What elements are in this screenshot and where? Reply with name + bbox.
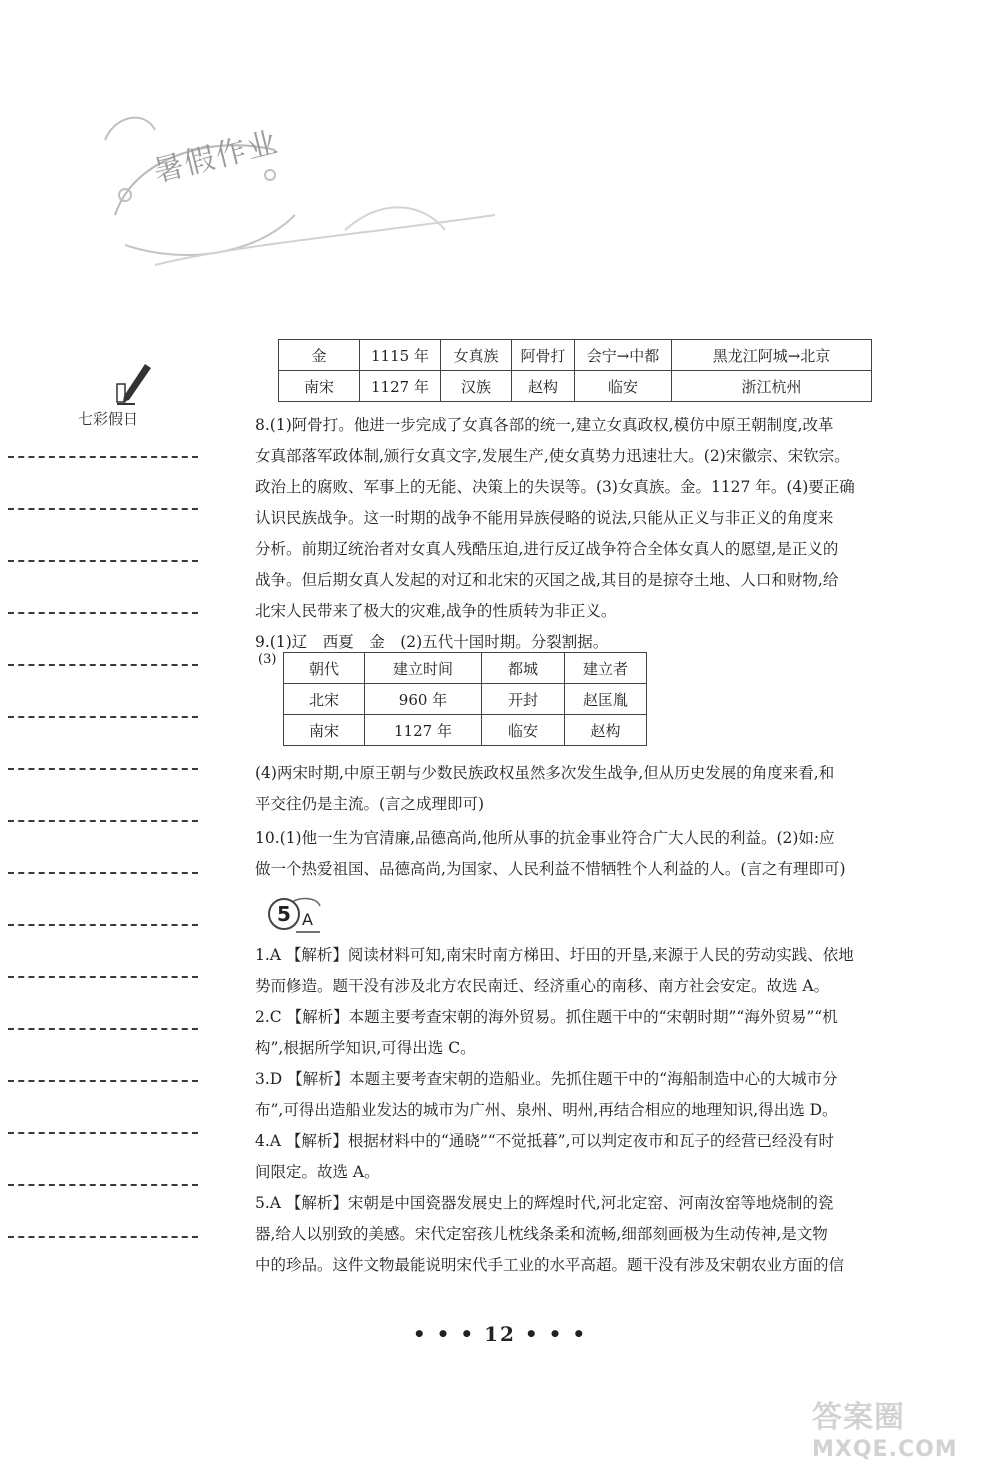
note-line xyxy=(8,612,198,614)
note-line xyxy=(8,1184,198,1186)
table-cell: 临安 xyxy=(575,371,672,402)
header-title: 暑假作业 xyxy=(149,124,283,190)
text-line: 4.A 【解析】根据材料中的“通晓”“不觉抵暮”,可以判定夜市和瓦子的经营已经没有时 xyxy=(255,1132,835,1150)
table-header-row xyxy=(284,653,647,684)
text-line: 认识民族战争。这一时期的战争不能用异族侵略的说法,只能从正义与非正义的角度来 xyxy=(255,509,834,527)
text-line: 女真部落军政体制,颁行女真文字,发展生产,使女真势力迅速壮大。(2)宋徽宗、宋钦宗。 xyxy=(255,447,850,465)
table-cell: 北宋 xyxy=(284,684,365,715)
watermark xyxy=(812,1402,992,1466)
dynasty-table-top xyxy=(278,339,872,402)
table-cell: 赵构 xyxy=(565,715,647,746)
text-line: 分析。前期辽统治者对女真人残酷压迫,进行反辽战争符合全体女真人的愿望,是正义的 xyxy=(255,540,839,558)
table-cell: 赵构 xyxy=(512,371,575,402)
note-line xyxy=(8,1236,198,1238)
text-line: 间限定。故选 A。 xyxy=(255,1163,380,1181)
text-line: 做一个热爱祖国、品德高尚,为国家、人民利益不惜牺牲个人利益的人。(言之有理即可) xyxy=(255,860,846,878)
table-cell: 会宁→中都 xyxy=(575,340,672,371)
answer-9-part4 xyxy=(255,758,890,820)
text-line: (4)两宋时期,中原王朝与少数民族政权虽然多次发生战争,但从历史发展的角度来看,和 xyxy=(255,764,835,782)
note-line xyxy=(8,456,198,458)
table-header-cell: 都城 xyxy=(482,653,565,684)
text-line: 中的珍品。这件文物最能说明宋代手工业的水平高超。题干没有涉及宋朝农业方面的信 xyxy=(255,1256,845,1274)
table-cell: 1115 年 xyxy=(360,340,441,371)
text-line: 10.(1)他一生为官清廉,品德高尚,他所从事的抗金事业符合广大人民的利益。(2)如:应 xyxy=(255,829,835,847)
note-line xyxy=(8,820,198,822)
table-header-cell: 朝代 xyxy=(284,653,365,684)
text-line: 3.D 【解析】本题主要考查宋朝的造船业。先抓住题干中的“海船制造中心的大城市分 xyxy=(255,1070,838,1088)
table-cell: 赵匡胤 xyxy=(565,684,647,715)
text-line: 5.A 【解析】宋朝是中国瓷器发展史上的辉煌时代,河北定窑、河南汝窑等地烧制的瓷 xyxy=(255,1194,834,1212)
text-line: 布”,可得出造船业发达的城市为广州、泉州、明州,再结合相应的地理知识,得出选 D。 xyxy=(255,1101,838,1119)
table-cell: 开封 xyxy=(482,684,565,715)
pen-icon xyxy=(115,362,155,407)
text-line: 战争。但后期女真人发起的对辽和北宋的灭国之战,其目的是掠夺土地、人口和财物,给 xyxy=(255,571,839,589)
note-line xyxy=(8,664,198,666)
text-line: 9.(1)辽 西夏 金 (2)五代十国时期。分裂割据。 xyxy=(255,633,609,651)
note-line xyxy=(8,716,198,718)
answer-8 xyxy=(255,410,890,627)
note-line xyxy=(8,1080,198,1082)
text-line: 北宋人民带来了极大的灾难,战争的性质转为非正义。 xyxy=(255,602,617,620)
note-line xyxy=(8,1028,198,1030)
table-cell: 1127 年 xyxy=(360,371,441,402)
text-line: 平交往仍是主流。(言之成理即可) xyxy=(255,795,485,813)
page-number: • • • 12 • • • xyxy=(412,1322,588,1346)
table-header-cell: 建立者 xyxy=(565,653,647,684)
text-line: 1.A 【解析】阅读材料可知,南宋时南方梯田、圩田的开垦,来源于人民的劳动实践、依地 xyxy=(255,946,854,964)
table-cell: 金 xyxy=(279,340,360,371)
table-cell: 960 年 xyxy=(365,684,482,715)
answer-10 xyxy=(255,823,890,885)
table-cell: 浙江杭州 xyxy=(672,371,872,402)
song-dynasty-table xyxy=(283,652,647,746)
table-row xyxy=(284,684,647,715)
note-line xyxy=(8,872,198,874)
table-cell: 1127 年 xyxy=(365,715,482,746)
table-cell: 阿骨打 xyxy=(512,340,575,371)
table-cell: 汉族 xyxy=(441,371,512,402)
table-cell: 女真族 xyxy=(441,340,512,371)
note-line xyxy=(8,508,198,510)
note-line xyxy=(8,1132,198,1134)
table-cell: 临安 xyxy=(482,715,565,746)
sidebar-label: 七彩假日 xyxy=(78,410,139,428)
watermark-text: 答案圈 xyxy=(812,1400,905,1435)
section-number: 5 xyxy=(268,898,300,930)
text-line: 势而修造。题干没有涉及北方农民南迁、经济重心的南移、南方社会安定。故选 A。 xyxy=(255,977,830,995)
note-line xyxy=(8,768,198,770)
table-cell: 黑龙江阿城→北京 xyxy=(672,340,872,371)
table-cell: 南宋 xyxy=(279,371,360,402)
note-line xyxy=(8,976,198,978)
table-row xyxy=(279,340,872,371)
table-cell: 南宋 xyxy=(284,715,365,746)
text-line: 2.C 【解析】本题主要考查宋朝的海外贸易。抓住题干中的“宋朝时期”“海外贸易”“机 xyxy=(255,1008,838,1026)
sub-question-label: (3) xyxy=(258,652,277,667)
text-line: 8.(1)阿骨打。他进一步完成了女真各部的统一,建立女真政权,模仿中原王朝制度,改革 xyxy=(255,416,834,434)
text-line: 构”,根据所学知识,可得出选 C。 xyxy=(255,1039,476,1057)
table-row xyxy=(284,715,647,746)
table-row xyxy=(279,371,872,402)
table-header-cell: 建立时间 xyxy=(365,653,482,684)
note-line xyxy=(8,560,198,562)
text-line: 政治上的腐败、军事上的无能、决策上的失误等。(3)女真族。金。1127 年。(4)要正确 xyxy=(255,478,855,496)
text-line: 器,给人以别致的美感。宋代定窑孩儿枕线条柔和流畅,细部刻画极为生动传神,是文物 xyxy=(255,1225,828,1243)
section-letter: A xyxy=(302,910,313,929)
note-line xyxy=(8,924,198,926)
watermark-url: MXQE.COM xyxy=(812,1437,958,1462)
answers-list xyxy=(255,940,890,1281)
